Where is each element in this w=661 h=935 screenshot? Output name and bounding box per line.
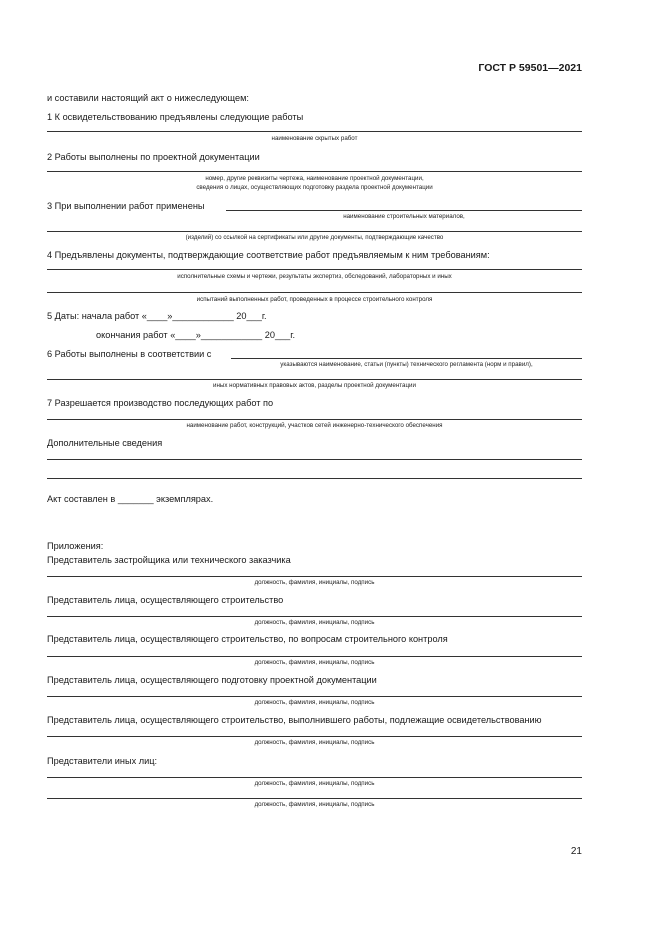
intro-text: и составили настоящий акт о нижеследующем: [47, 93, 249, 103]
section-1-line[interactable] [47, 131, 582, 132]
section-3-caption-2: (изделий) со ссылкой на сертификаты или другие документы, подтверждающие качество [185, 234, 444, 241]
section-6-line-1[interactable] [231, 358, 582, 359]
rep-developer-caption: должность, фамилия, инициалы, подпись [254, 579, 375, 586]
copies-text: Акт составлен в _______ экземплярах. [47, 494, 214, 504]
section-3-text: 3 При выполнении работ применены [47, 201, 205, 211]
section-4-caption-2: испытаний выполненных работ, проведенных в процессе строительного контроля [196, 296, 433, 303]
rep-control-text: Представитель лица, осуществляющего строительство, по вопросам строительного контроля [47, 634, 448, 644]
rep-builder-caption: должность, фамилия, инициалы, подпись [254, 619, 375, 626]
section-7-line[interactable] [47, 419, 582, 420]
rep-control-caption: должность, фамилия, инициалы, подпись [254, 659, 375, 666]
extra-info-line-1[interactable] [47, 459, 582, 460]
rep-control-line[interactable] [47, 656, 582, 657]
rep-executor-caption: должность, фамилия, инициалы, подпись [254, 739, 375, 746]
section-4-line-1[interactable] [47, 269, 582, 270]
section-2-text: 2 Работы выполнены по проектной документации [47, 152, 260, 162]
section-4-text: 4 Предъявлены документы, подтверждающие соответствие работ предъявляемым к ним требованиям: [47, 250, 490, 260]
section-3-caption-1: наименование строительных материалов, [343, 213, 465, 220]
rep-others-caption-1: должность, фамилия, инициалы, подпись [254, 780, 375, 787]
section-1-caption: наименование скрытых работ [271, 135, 358, 142]
rep-others-line-2[interactable] [47, 798, 582, 799]
rep-designer-text: Представитель лица, осуществляющего подготовку проектной документации [47, 675, 377, 685]
section-3-line-1[interactable] [226, 210, 582, 211]
rep-builder-text: Представитель лица, осуществляющего строительство [47, 595, 284, 605]
rep-executor-line[interactable] [47, 736, 582, 737]
section-2-caption-1: номер, другие реквизиты чертежа, наименование проектной документации, [205, 175, 424, 182]
rep-builder-line[interactable] [47, 616, 582, 617]
section-6-text: 6 Работы выполнены в соответствии с [47, 349, 212, 359]
section-4-line-2[interactable] [47, 292, 582, 293]
section-7-text: 7 Разрешается производство последующих работ по [47, 398, 274, 408]
section-5-start-date: 5 Даты: начала работ «____»____________ 20___г. [47, 311, 267, 321]
section-6-caption-2: иных нормативных правовых актов, разделы проектной документации [213, 382, 416, 389]
page-number: 21 [570, 846, 582, 857]
section-3-line-2[interactable] [47, 231, 582, 232]
section-2-caption-2: сведения о лицах, осуществляющих подготовку раздела проектной документации [196, 184, 433, 191]
extra-info-line-2[interactable] [47, 478, 582, 479]
section-1-text: 1 К освидетельствованию предъявлены следующие работы [47, 112, 304, 122]
rep-developer-text: Представитель застройщика или технического заказчика [47, 555, 291, 565]
appendix-label: Приложения: [47, 541, 104, 551]
section-6-line-2[interactable] [47, 379, 582, 380]
section-7-caption: наименование работ, конструкций, участков сетей инженерно-технического обеспечения [186, 422, 443, 429]
extra-info-label: Дополнительные сведения [47, 438, 163, 448]
standard-number: ГОСТ Р 59501—2021 [478, 62, 582, 74]
rep-designer-caption: должность, фамилия, инициалы, подпись [254, 699, 375, 706]
rep-designer-line[interactable] [47, 696, 582, 697]
section-6-caption-1: указываются наименование, статьи (пункты) технического регламента (норм и правил), [280, 361, 533, 368]
section-4-caption-1: исполнительные схемы и чертежи, результаты экспертиз, обследований, лабораторных и иных [177, 273, 452, 280]
rep-executor-text: Представитель лица, осуществляющего строительство, выполнившего работы, подлежащие освидетельствованию [47, 715, 542, 725]
rep-others-line-1[interactable] [47, 777, 582, 778]
rep-others-text: Представители иных лиц: [47, 756, 158, 766]
section-2-line[interactable] [47, 171, 582, 172]
rep-developer-line[interactable] [47, 576, 582, 577]
rep-others-caption-2: должность, фамилия, инициалы, подпись [254, 801, 375, 808]
section-5-end-date: окончания работ «____»____________ 20___г. [96, 330, 296, 340]
